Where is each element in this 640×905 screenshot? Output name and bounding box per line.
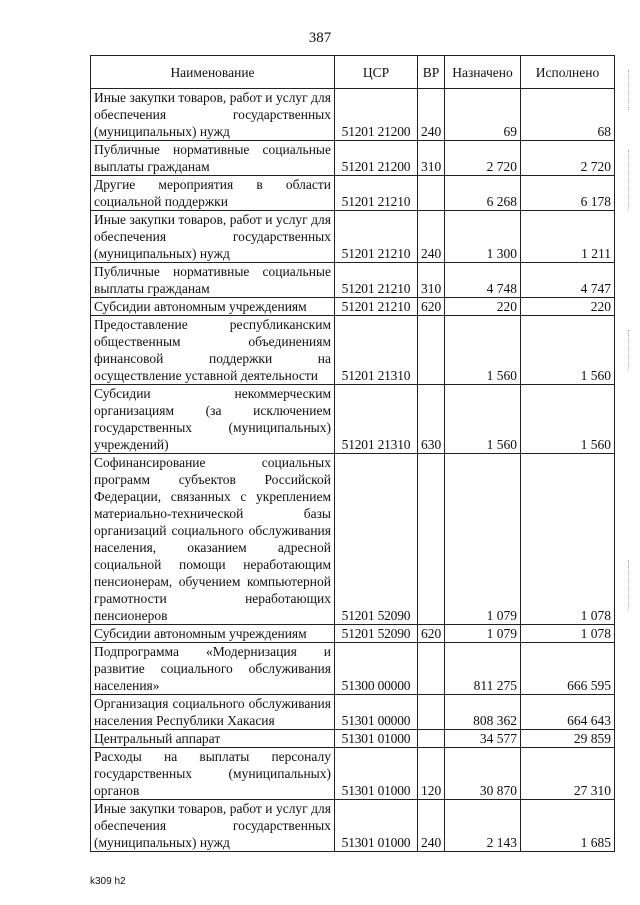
header-assigned: Назначено [445,56,521,89]
footer-code: k309 h2 [90,876,126,887]
table-row [91,695,615,730]
row-name: Другие мероприятия в области социальной поддержки [91,176,335,211]
row-assigned: 1 079 [445,625,521,643]
row-csr: 51301 01000 [335,730,418,748]
row-vr [418,454,445,625]
row-executed: 1 560 [521,316,615,385]
row-vr [418,730,445,748]
row-csr: 51201 21310 [335,316,418,385]
row-assigned: 2 720 [445,141,521,176]
row-vr: 240 [418,89,445,141]
row-assigned: 220 [445,298,521,316]
row-name: Предоставление республиканским общественным объединениям финансовой поддержки на осуществление уставной деятельности [91,316,335,385]
row-vr: 630 [418,385,445,454]
budget-table [90,55,615,852]
row-name: Публичные нормативные социальные выплаты гражданам [91,263,335,298]
table-row [91,316,615,385]
row-executed: 4 747 [521,263,615,298]
row-csr: 51201 21310 [335,385,418,454]
row-csr: 51201 21210 [335,263,418,298]
table-row [91,385,615,454]
table-row [91,263,615,298]
page-number: 387 [308,30,332,46]
table-row [91,298,615,316]
row-vr: 310 [418,141,445,176]
row-assigned: 30 870 [445,748,521,800]
row-assigned: 34 577 [445,730,521,748]
row-csr: 51301 00000 [335,695,418,730]
header-csr: ЦСР [335,56,418,89]
row-assigned: 1 079 [445,454,521,625]
table-row [91,800,615,852]
scan-margin-mark [628,70,629,110]
row-vr: 310 [418,263,445,298]
table-row [91,748,615,800]
row-executed: 220 [521,298,615,316]
row-assigned: 2 143 [445,800,521,852]
table-row [91,454,615,625]
table-row [91,141,615,176]
row-name: Центральный аппарат [91,730,335,748]
row-vr [418,316,445,385]
row-csr: 51201 52090 [335,454,418,625]
row-vr [418,695,445,730]
row-name: Подпрограмма «Модернизация и развитие социального обслуживания населения» [91,643,335,695]
row-vr: 240 [418,800,445,852]
row-name: Софинансирование социальных программ субъектов Российской Федерации, связанных с укреплением материально-технической базы организаций социального обслуживания населения, оказанием адресной социальной помощи неработающим пенсионерам, обучением компьютерной грамотности неработающих пенсионеров [91,454,335,625]
row-name: Иные закупки товаров, работ и услуг для обеспечения государственных (муниципальных) нужд [91,89,335,141]
row-name: Субсидии автономным учреждениям [91,298,335,316]
row-executed: 1 560 [521,385,615,454]
row-csr: 51300 00000 [335,643,418,695]
row-executed: 6 178 [521,176,615,211]
row-executed: 68 [521,89,615,141]
row-assigned: 1 560 [445,316,521,385]
table-row [91,643,615,695]
header-executed: Исполнено [521,56,615,89]
row-csr: 51301 01000 [335,800,418,852]
row-executed: 664 643 [521,695,615,730]
row-name: Организация социального обслуживания населения Республики Хакасия [91,695,335,730]
scan-margin-mark [628,150,629,210]
scan-margin-mark [628,330,629,370]
row-name: Иные закупки товаров, работ и услуг для обеспечения государственных (муниципальных) нужд [91,211,335,263]
row-vr [418,176,445,211]
row-executed: 1 078 [521,625,615,643]
row-executed: 27 310 [521,748,615,800]
row-assigned: 811 275 [445,643,521,695]
row-csr: 51201 21200 [335,141,418,176]
table-header-row [91,56,615,89]
row-assigned: 1 560 [445,385,521,454]
table-row [91,625,615,643]
row-name: Субсидии автономным учреждениям [91,625,335,643]
row-executed: 2 720 [521,141,615,176]
row-executed: 1 685 [521,800,615,852]
header-vr: ВР [418,56,445,89]
row-name: Иные закупки товаров, работ и услуг для обеспечения государственных (муниципальных) нужд [91,800,335,852]
row-assigned: 1 300 [445,211,521,263]
row-csr: 51301 01000 [335,748,418,800]
row-executed: 1 211 [521,211,615,263]
row-csr: 51201 21210 [335,211,418,263]
table-row [91,176,615,211]
row-assigned: 808 362 [445,695,521,730]
row-csr: 51201 21210 [335,298,418,316]
row-name: Расходы на выплаты персоналу государственных (муниципальных) органов [91,748,335,800]
row-csr: 51201 52090 [335,625,418,643]
row-vr: 240 [418,211,445,263]
row-assigned: 6 268 [445,176,521,211]
row-vr: 620 [418,625,445,643]
row-executed: 666 595 [521,643,615,695]
row-name: Публичные нормативные социальные выплаты гражданам [91,141,335,176]
row-vr: 620 [418,298,445,316]
table-row [91,211,615,263]
table-row [91,89,615,141]
row-assigned: 4 748 [445,263,521,298]
header-name: Наименование [91,56,335,89]
row-csr: 51201 21200 [335,89,418,141]
table-row [91,730,615,748]
row-csr: 51201 21210 [335,176,418,211]
row-name: Субсидии некоммерческим организациям (за исключением государственных (муниципальных) учреждений) [91,385,335,454]
row-executed: 1 078 [521,454,615,625]
row-executed: 29 859 [521,730,615,748]
row-assigned: 69 [445,89,521,141]
row-vr: 120 [418,748,445,800]
scan-margin-mark [628,560,629,610]
row-vr [418,643,445,695]
